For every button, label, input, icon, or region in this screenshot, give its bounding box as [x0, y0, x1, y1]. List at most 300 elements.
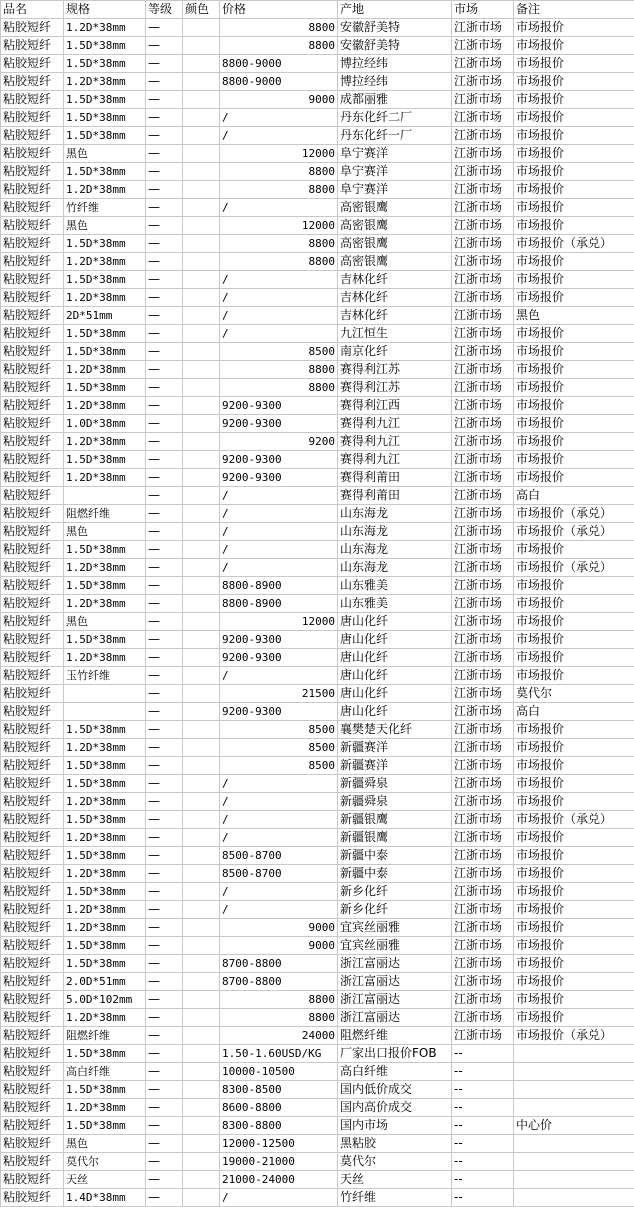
cell-product-name: 粘胶短纤 [1, 343, 64, 361]
cell-color [183, 757, 220, 775]
cell-color [183, 379, 220, 397]
table-row [1, 1045, 634, 1063]
cell-product-name: 粘胶短纤 [1, 469, 64, 487]
cell-grade: — [146, 991, 183, 1009]
cell-origin: 高密银鹰 [338, 217, 452, 235]
cell-spec: 1.2D*38mm [64, 829, 146, 847]
cell-origin: 山东雅美 [338, 595, 452, 613]
cell-origin: 唐山化纤 [338, 703, 452, 721]
cell-grade: — [146, 397, 183, 415]
cell-spec: 黑色 [64, 145, 146, 163]
cell-origin: 成都丽雅 [338, 91, 452, 109]
cell-remark: 市场报价 [514, 541, 634, 559]
cell-product-name: 粘胶短纤 [1, 1153, 64, 1171]
cell-product-name: 粘胶短纤 [1, 325, 64, 343]
cell-market: 江浙市场 [452, 523, 514, 541]
cell-origin: 唐山化纤 [338, 631, 452, 649]
cell-remark: 市场报价（承兑） [514, 559, 634, 577]
cell-market: 江浙市场 [452, 685, 514, 703]
table-row [1, 811, 634, 829]
cell-grade: — [146, 811, 183, 829]
cell-product-name: 粘胶短纤 [1, 487, 64, 505]
cell-remark: 市场报价 [514, 217, 634, 235]
header-price: 价格 [220, 1, 338, 19]
cell-grade: — [146, 1135, 183, 1153]
cell-grade: — [146, 487, 183, 505]
table-row [1, 991, 634, 1009]
cell-origin: 赛得利江苏 [338, 361, 452, 379]
cell-product-name: 粘胶短纤 [1, 55, 64, 73]
table-row [1, 109, 634, 127]
table-row [1, 325, 634, 343]
cell-market: 江浙市场 [452, 415, 514, 433]
cell-spec: 1.2D*38mm [64, 397, 146, 415]
cell-origin: 阜宁赛洋 [338, 145, 452, 163]
cell-color [183, 613, 220, 631]
cell-color [183, 1153, 220, 1171]
cell-remark: 市场报价（承兑） [514, 1027, 634, 1045]
cell-market: 江浙市场 [452, 1027, 514, 1045]
cell-spec: 2D*51mm [64, 307, 146, 325]
cell-price: 9000 [220, 937, 338, 955]
cell-price: 8500 [220, 343, 338, 361]
cell-market: 江浙市场 [452, 253, 514, 271]
cell-market: 江浙市场 [452, 235, 514, 253]
cell-product-name: 粘胶短纤 [1, 739, 64, 757]
cell-color [183, 1045, 220, 1063]
cell-product-name: 粘胶短纤 [1, 163, 64, 181]
cell-grade: — [146, 19, 183, 37]
cell-spec: 阻燃纤维 [64, 1027, 146, 1045]
cell-price: 8500-8700 [220, 847, 338, 865]
cell-grade: — [146, 1081, 183, 1099]
cell-grade: — [146, 163, 183, 181]
cell-color [183, 559, 220, 577]
cell-spec [64, 487, 146, 505]
cell-color [183, 631, 220, 649]
cell-origin: 丹东化纤二厂 [338, 109, 452, 127]
cell-remark: 市场报价 [514, 37, 634, 55]
cell-remark: 市场报价 [514, 613, 634, 631]
cell-grade: — [146, 217, 183, 235]
cell-remark: 市场报价 [514, 289, 634, 307]
cell-color [183, 667, 220, 685]
cell-color [183, 91, 220, 109]
cell-market: -- [452, 1135, 514, 1153]
cell-price: 10000-10500 [220, 1063, 338, 1081]
cell-remark: 市场报价 [514, 919, 634, 937]
cell-product-name: 粘胶短纤 [1, 955, 64, 973]
cell-spec: 阻燃纤维 [64, 505, 146, 523]
cell-spec: 高白纤维 [64, 1063, 146, 1081]
header-grade: 等级 [146, 1, 183, 19]
cell-grade: — [146, 289, 183, 307]
cell-price: / [220, 505, 338, 523]
cell-spec: 1.2D*38mm [64, 253, 146, 271]
table-row [1, 595, 634, 613]
table-row [1, 1171, 634, 1189]
cell-product-name: 粘胶短纤 [1, 775, 64, 793]
cell-origin: 浙江富丽达 [338, 955, 452, 973]
cell-origin: 阜宁赛洋 [338, 163, 452, 181]
table-row [1, 721, 634, 739]
table-row [1, 847, 634, 865]
cell-product-name: 粘胶短纤 [1, 1135, 64, 1153]
cell-color [183, 1009, 220, 1027]
cell-origin: 安徽舒美特 [338, 19, 452, 37]
cell-origin: 高密银鹰 [338, 235, 452, 253]
cell-grade: — [146, 1171, 183, 1189]
cell-product-name: 粘胶短纤 [1, 1117, 64, 1135]
cell-market: -- [452, 1099, 514, 1117]
cell-color [183, 343, 220, 361]
cell-product-name: 粘胶短纤 [1, 199, 64, 217]
cell-market: 江浙市场 [452, 163, 514, 181]
cell-price: 12000-12500 [220, 1135, 338, 1153]
table-row [1, 91, 634, 109]
cell-remark: 市场报价 [514, 325, 634, 343]
cell-market: 江浙市场 [452, 541, 514, 559]
cell-market: 江浙市场 [452, 595, 514, 613]
cell-product-name: 粘胶短纤 [1, 721, 64, 739]
cell-product-name: 粘胶短纤 [1, 991, 64, 1009]
cell-spec: 1.2D*38mm [64, 1099, 146, 1117]
cell-spec: 1.4D*38mm [64, 1189, 146, 1207]
cell-spec: 1.2D*38mm [64, 433, 146, 451]
cell-origin: 赛得利九江 [338, 433, 452, 451]
cell-market: 江浙市场 [452, 91, 514, 109]
cell-remark [514, 1171, 634, 1189]
header-origin: 产地 [338, 1, 452, 19]
cell-origin: 宜宾丝丽雅 [338, 937, 452, 955]
cell-grade: — [146, 757, 183, 775]
cell-spec: 1.5D*38mm [64, 937, 146, 955]
cell-origin: 唐山化纤 [338, 649, 452, 667]
cell-grade: — [146, 649, 183, 667]
cell-spec: 1.5D*38mm [64, 235, 146, 253]
cell-market: 江浙市场 [452, 865, 514, 883]
cell-color [183, 181, 220, 199]
cell-price: 9000 [220, 91, 338, 109]
cell-product-name: 粘胶短纤 [1, 73, 64, 91]
cell-spec: 2.0D*51mm [64, 973, 146, 991]
cell-price: / [220, 199, 338, 217]
cell-price: 9200-9300 [220, 649, 338, 667]
cell-price: 8800 [220, 181, 338, 199]
header-color: 颜色 [183, 1, 220, 19]
cell-market: 江浙市场 [452, 811, 514, 829]
cell-product-name: 粘胶短纤 [1, 865, 64, 883]
cell-color [183, 145, 220, 163]
cell-price: 1.50-1.60USD/KG [220, 1045, 338, 1063]
cell-price: 9200 [220, 433, 338, 451]
cell-product-name: 粘胶短纤 [1, 847, 64, 865]
cell-spec: 1.5D*38mm [64, 109, 146, 127]
cell-color [183, 793, 220, 811]
cell-origin: 南京化纤 [338, 343, 452, 361]
cell-grade: — [146, 433, 183, 451]
cell-color [183, 577, 220, 595]
cell-price: 12000 [220, 613, 338, 631]
cell-color [183, 973, 220, 991]
cell-color [183, 73, 220, 91]
cell-price: 8800 [220, 991, 338, 1009]
cell-price: / [220, 289, 338, 307]
cell-spec: 1.5D*38mm [64, 577, 146, 595]
cell-color [183, 685, 220, 703]
cell-origin: 安徽舒美特 [338, 37, 452, 55]
cell-grade: — [146, 901, 183, 919]
cell-origin: 九江恒生 [338, 325, 452, 343]
cell-remark: 市场报价 [514, 577, 634, 595]
cell-spec: 1.2D*38mm [64, 901, 146, 919]
cell-grade: — [146, 379, 183, 397]
cell-spec: 1.2D*38mm [64, 595, 146, 613]
cell-market: 江浙市场 [452, 703, 514, 721]
cell-origin: 新疆银鹰 [338, 829, 452, 847]
cell-color [183, 739, 220, 757]
cell-product-name: 粘胶短纤 [1, 523, 64, 541]
cell-spec: 1.5D*38mm [64, 37, 146, 55]
cell-product-name: 粘胶短纤 [1, 685, 64, 703]
cell-market: 江浙市场 [452, 793, 514, 811]
cell-grade: — [146, 91, 183, 109]
cell-market: 江浙市场 [452, 901, 514, 919]
header-spec: 规格 [64, 1, 146, 19]
cell-remark: 莫代尔 [514, 685, 634, 703]
cell-grade: — [146, 883, 183, 901]
cell-remark: 市场报价 [514, 631, 634, 649]
cell-price: / [220, 811, 338, 829]
cell-market: 江浙市场 [452, 145, 514, 163]
cell-spec: 1.2D*38mm [64, 649, 146, 667]
table-row [1, 631, 634, 649]
cell-origin: 赛得利九江 [338, 415, 452, 433]
header-remark: 备注 [514, 1, 634, 19]
cell-product-name: 粘胶短纤 [1, 271, 64, 289]
cell-price: / [220, 793, 338, 811]
cell-price: 8300-8500 [220, 1081, 338, 1099]
cell-grade: — [146, 685, 183, 703]
cell-origin: 山东海龙 [338, 541, 452, 559]
cell-market: 江浙市场 [452, 55, 514, 73]
cell-remark: 市场报价 [514, 955, 634, 973]
cell-price: 8800 [220, 235, 338, 253]
cell-product-name: 粘胶短纤 [1, 37, 64, 55]
table-row [1, 379, 634, 397]
cell-color [183, 289, 220, 307]
cell-spec: 1.5D*38mm [64, 847, 146, 865]
cell-origin: 赛得利莆田 [338, 469, 452, 487]
cell-product-name: 粘胶短纤 [1, 1081, 64, 1099]
cell-grade: — [146, 523, 183, 541]
cell-color [183, 1135, 220, 1153]
cell-price: / [220, 829, 338, 847]
cell-grade: — [146, 721, 183, 739]
cell-remark: 市场报价 [514, 55, 634, 73]
cell-market: 江浙市场 [452, 937, 514, 955]
cell-grade: — [146, 1099, 183, 1117]
cell-color [183, 307, 220, 325]
cell-spec: 1.5D*38mm [64, 451, 146, 469]
cell-spec: 1.5D*38mm [64, 163, 146, 181]
cell-color [183, 883, 220, 901]
cell-market: 江浙市场 [452, 433, 514, 451]
cell-grade: — [146, 235, 183, 253]
cell-origin: 竹纤维 [338, 1189, 452, 1207]
cell-origin: 新疆舜泉 [338, 775, 452, 793]
cell-color [183, 505, 220, 523]
cell-product-name: 粘胶短纤 [1, 667, 64, 685]
cell-origin: 赛得利九江 [338, 451, 452, 469]
cell-market: -- [452, 1189, 514, 1207]
cell-grade: — [146, 1009, 183, 1027]
cell-color [183, 901, 220, 919]
cell-product-name: 粘胶短纤 [1, 577, 64, 595]
cell-market: 江浙市场 [452, 181, 514, 199]
cell-spec [64, 703, 146, 721]
table-row [1, 523, 634, 541]
cell-market: 江浙市场 [452, 271, 514, 289]
table-row [1, 559, 634, 577]
cell-market: -- [452, 1153, 514, 1171]
cell-remark: 市场报价（承兑） [514, 505, 634, 523]
cell-origin: 山东雅美 [338, 577, 452, 595]
cell-market: -- [452, 1063, 514, 1081]
cell-price: 8800 [220, 163, 338, 181]
cell-product-name: 粘胶短纤 [1, 127, 64, 145]
cell-product-name: 粘胶短纤 [1, 145, 64, 163]
cell-spec: 1.5D*38mm [64, 271, 146, 289]
cell-spec: 1.2D*38mm [64, 739, 146, 757]
cell-grade: — [146, 271, 183, 289]
cell-origin: 宜宾丝丽雅 [338, 919, 452, 937]
cell-color [183, 163, 220, 181]
cell-market: -- [452, 1171, 514, 1189]
table-row [1, 685, 634, 703]
cell-market: 江浙市场 [452, 397, 514, 415]
cell-product-name: 粘胶短纤 [1, 1189, 64, 1207]
cell-color [183, 523, 220, 541]
cell-price: 8500 [220, 757, 338, 775]
cell-spec: 黑色 [64, 1135, 146, 1153]
cell-remark [514, 1045, 634, 1063]
cell-spec: 1.5D*38mm [64, 1117, 146, 1135]
cell-market: 江浙市场 [452, 973, 514, 991]
cell-product-name: 粘胶短纤 [1, 307, 64, 325]
cell-remark: 市场报价 [514, 343, 634, 361]
cell-origin: 新疆中泰 [338, 847, 452, 865]
cell-origin: 山东海龙 [338, 505, 452, 523]
cell-remark: 市场报价 [514, 91, 634, 109]
cell-price: 8800-9000 [220, 55, 338, 73]
cell-grade: — [146, 1189, 183, 1207]
cell-spec: 1.2D*38mm [64, 559, 146, 577]
cell-remark: 市场报价 [514, 73, 634, 91]
table-row [1, 19, 634, 37]
cell-remark: 市场报价 [514, 109, 634, 127]
cell-market: 江浙市场 [452, 37, 514, 55]
cell-color [183, 37, 220, 55]
cell-spec: 1.5D*38mm [64, 757, 146, 775]
cell-price: 8500 [220, 739, 338, 757]
cell-color [183, 127, 220, 145]
cell-product-name: 粘胶短纤 [1, 1027, 64, 1045]
cell-product-name: 粘胶短纤 [1, 973, 64, 991]
cell-product-name: 粘胶短纤 [1, 379, 64, 397]
header-market: 市场 [452, 1, 514, 19]
cell-spec: 1.2D*38mm [64, 919, 146, 937]
cell-remark: 市场报价 [514, 271, 634, 289]
table-row [1, 181, 634, 199]
cell-price: / [220, 667, 338, 685]
cell-origin: 新疆赛洋 [338, 757, 452, 775]
cell-market: 江浙市场 [452, 883, 514, 901]
cell-price: / [220, 523, 338, 541]
cell-spec: 1.5D*38mm [64, 1045, 146, 1063]
cell-color [183, 1189, 220, 1207]
cell-color [183, 217, 220, 235]
cell-color [183, 19, 220, 37]
cell-price: / [220, 487, 338, 505]
cell-price: 8800 [220, 361, 338, 379]
cell-grade: — [146, 793, 183, 811]
cell-origin: 唐山化纤 [338, 685, 452, 703]
cell-color [183, 649, 220, 667]
cell-product-name: 粘胶短纤 [1, 613, 64, 631]
cell-grade: — [146, 145, 183, 163]
cell-color [183, 937, 220, 955]
cell-price: / [220, 883, 338, 901]
table-row [1, 703, 634, 721]
table-row [1, 739, 634, 757]
cell-color [183, 1081, 220, 1099]
cell-product-name: 粘胶短纤 [1, 559, 64, 577]
cell-remark: 市场报价 [514, 649, 634, 667]
table-row [1, 865, 634, 883]
cell-grade: — [146, 775, 183, 793]
cell-spec: 1.5D*38mm [64, 811, 146, 829]
cell-remark: 市场报价 [514, 397, 634, 415]
cell-origin: 丹东化纤一厂 [338, 127, 452, 145]
cell-origin: 国内高价成交 [338, 1099, 452, 1117]
cell-remark: 市场报价 [514, 757, 634, 775]
cell-origin: 博拉经纬 [338, 73, 452, 91]
cell-grade: — [146, 631, 183, 649]
cell-remark: 市场报价 [514, 901, 634, 919]
cell-remark: 市场报价 [514, 883, 634, 901]
table-row [1, 487, 634, 505]
cell-origin: 高白纤维 [338, 1063, 452, 1081]
cell-grade: — [146, 505, 183, 523]
cell-remark: 市场报价 [514, 199, 634, 217]
table-body [1, 19, 634, 1207]
cell-spec: 1.0D*38mm [64, 415, 146, 433]
cell-remark: 市场报价 [514, 361, 634, 379]
cell-grade: — [146, 253, 183, 271]
cell-origin: 新疆中泰 [338, 865, 452, 883]
cell-origin: 唐山化纤 [338, 667, 452, 685]
cell-origin: 吉林化纤 [338, 271, 452, 289]
cell-color [183, 487, 220, 505]
cell-grade: — [146, 307, 183, 325]
cell-remark: 市场报价 [514, 991, 634, 1009]
cell-remark: 市场报价 [514, 973, 634, 991]
cell-grade: — [146, 1153, 183, 1171]
cell-price: / [220, 127, 338, 145]
cell-product-name: 粘胶短纤 [1, 91, 64, 109]
cell-remark [514, 1099, 634, 1117]
